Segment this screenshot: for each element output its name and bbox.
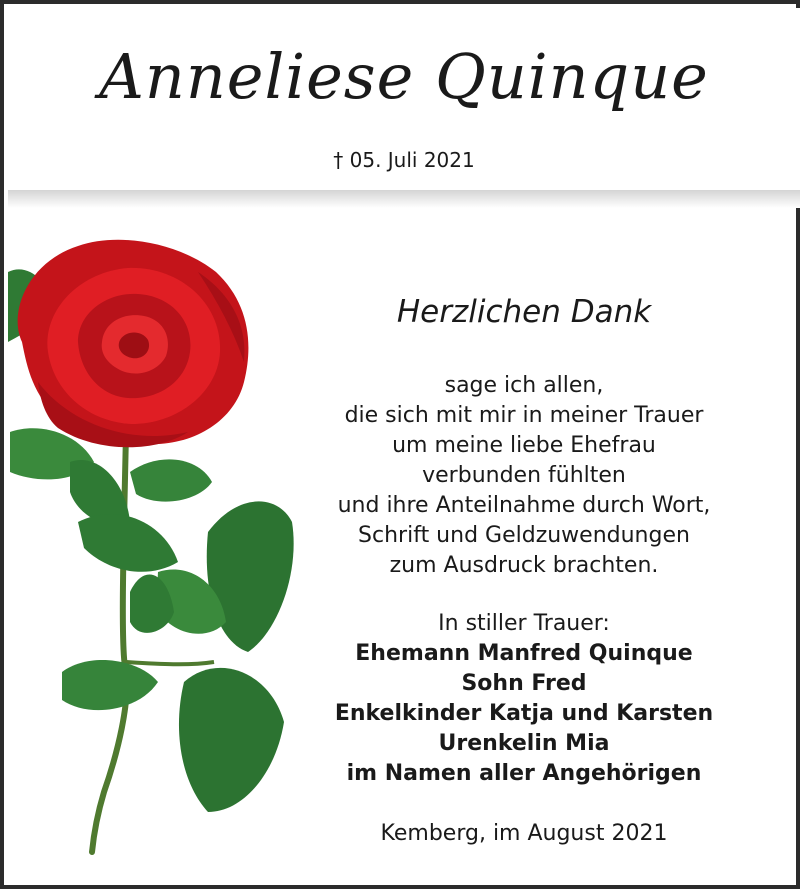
mourner-name: Ehemann Manfred Quinque [355, 641, 693, 667]
mourners-list [304, 639, 744, 789]
body-line: verbunden fühlten [422, 463, 626, 489]
body-line: die sich mit mir in meiner Trauer [344, 403, 704, 429]
mourner-name: im Namen aller Angehörigen [346, 761, 702, 787]
header [8, 8, 800, 190]
body-line: zum Ausdruck brachten. [389, 553, 659, 579]
thank-you-body [304, 371, 744, 581]
mourner-name: Sohn Fred [461, 671, 587, 697]
thank-you-text [304, 294, 744, 849]
body-line: um meine liebe Ehefrau [392, 433, 656, 459]
mourner-name: Enkelkinder Katja und Karsten [334, 701, 714, 727]
body-line: sage ich allen, [444, 373, 604, 399]
body-line: Schrift und Geldzuwendungen [358, 523, 690, 549]
place-and-date: Kemberg, im August 2021 [380, 821, 668, 847]
rose-icon [8, 232, 304, 860]
mourner-name: Urenkelin Mia [438, 731, 610, 757]
thank-you-heading: Herzlichen Dank [396, 294, 652, 330]
mourning-label: In stiller Trauer: [438, 611, 610, 637]
death-date: † 05. Juli 2021 [333, 148, 475, 172]
body-line: und ihre Anteilnahme durch Wort, [337, 493, 711, 519]
deceased-name: Anneliese Quinque [99, 40, 709, 113]
header-divider [8, 190, 800, 208]
